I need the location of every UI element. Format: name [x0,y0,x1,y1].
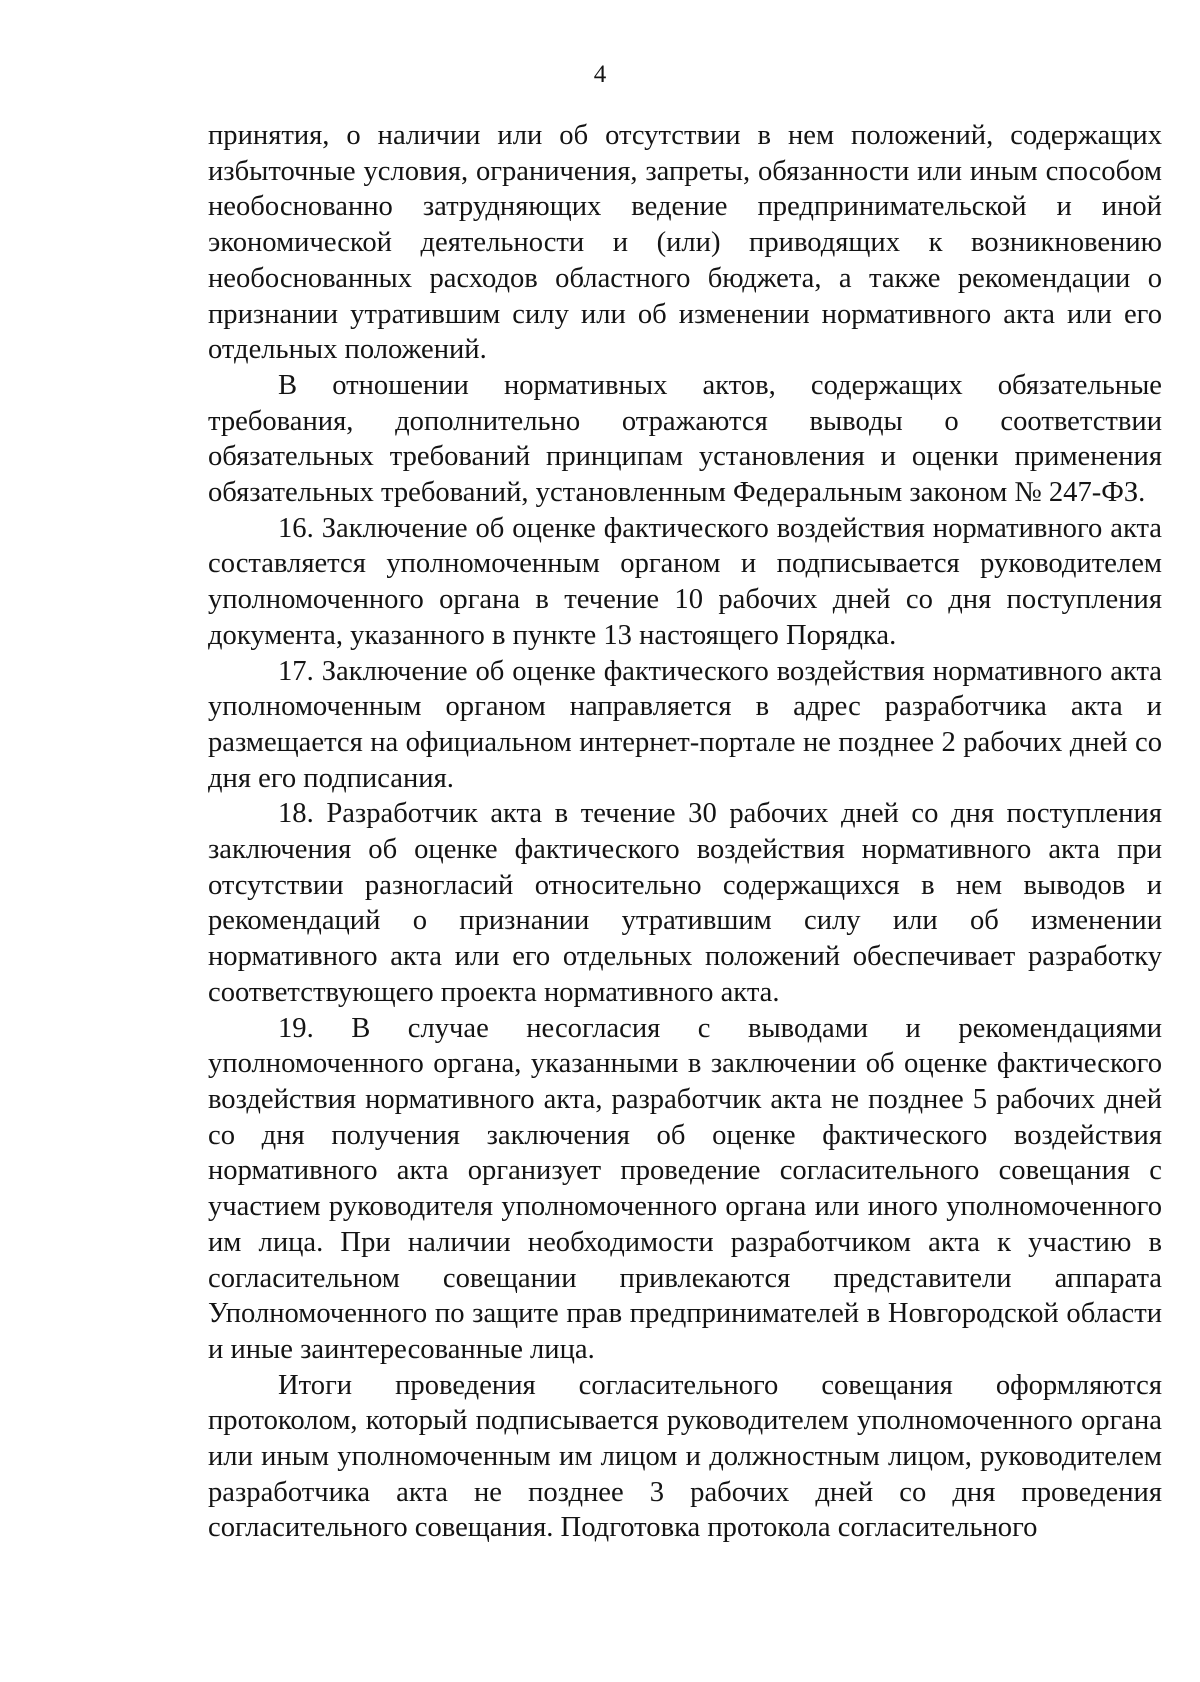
paragraph-item-19: 19. В случае несогласия с выводами и рекомендациями уполномоченного органа, указанными в заключении об оценке фактического воздействия нормативного акта, разработчик акта не позднее 5 рабочих дней со дня получения заключения об оценке фактического воздействия нормативного акта организует проведение согласительного совещания с участием руководителя уполномоченного органа или иного уполномоченного им лица. При наличии необходимости разработчиком акта к участию в согласительном совещании привлекаются представители аппарата Уполномоченного по защите прав предпринимателей в Новгородской области и иные заинтересованные лица. [208,1012,1162,1365]
paragraph-continuation: принятия, о наличии или об отсутствии в нем положений, содержащих избыточные условия, ограничения, запреты, обязанности или иным способом необоснованно затрудняющих ведение предпринимательской и иной экономической деятельности и (или) приводящих к возникновению необоснованных расходов областного бюджета, а также рекомендации о признании утратившим силу или об изменении нормативного акта или его отдельных положений. [208,120,1162,366]
paragraph-meeting-results: Итоги проведения согласительного совещания оформляются протоколом, который подписывается руководителем уполномоченного органа или иным уполномоченным им лицом и должностным лицом, руководителем разработчика акта не позднее 3 рабочих дней со дня проведения согласительного совещания. Подготовка протокола согласительного [208,1369,1162,1544]
paragraph-mandatory-requirements: В отношении нормативных актов, содержащих обязательные требования, дополнительно отражаются выводы о соответствии обязательных требований принципам установления и оценки применения обязательных требований, установленным Федеральным законом № 247-ФЗ. [208,369,1162,509]
document-body [208,118,1162,1546]
page-number: 4 [593,61,607,88]
paragraph-item-17: 17. Заключение об оценке фактического воздействия нормативного акта уполномоченным органом направляется в адрес разработчика акта и размещается на официальном интернет-портале не позднее 2 рабочих дней со дня его подписания. [208,655,1162,794]
paragraph-item-18: 18. Разработчик акта в течение 30 рабочих дней со дня поступления заключения об оценке фактического воздействия нормативного акта при отсутствии разногласий относительно содержащихся в нем выводов и рекомендаций о признании утратившим силу или об изменении нормативного акта или его отдельных положений обеспечивает разработку соответствующего проекта нормативного акта. [208,798,1162,1008]
paragraph-item-16: 16. Заключение об оценке фактического воздействия нормативного акта составляется уполномоченным органом и подписывается руководителем уполномоченного органа в течение 10 рабочих дней со дня поступления документа, указанного в пункте 13 настоящего Порядка. [208,512,1162,651]
